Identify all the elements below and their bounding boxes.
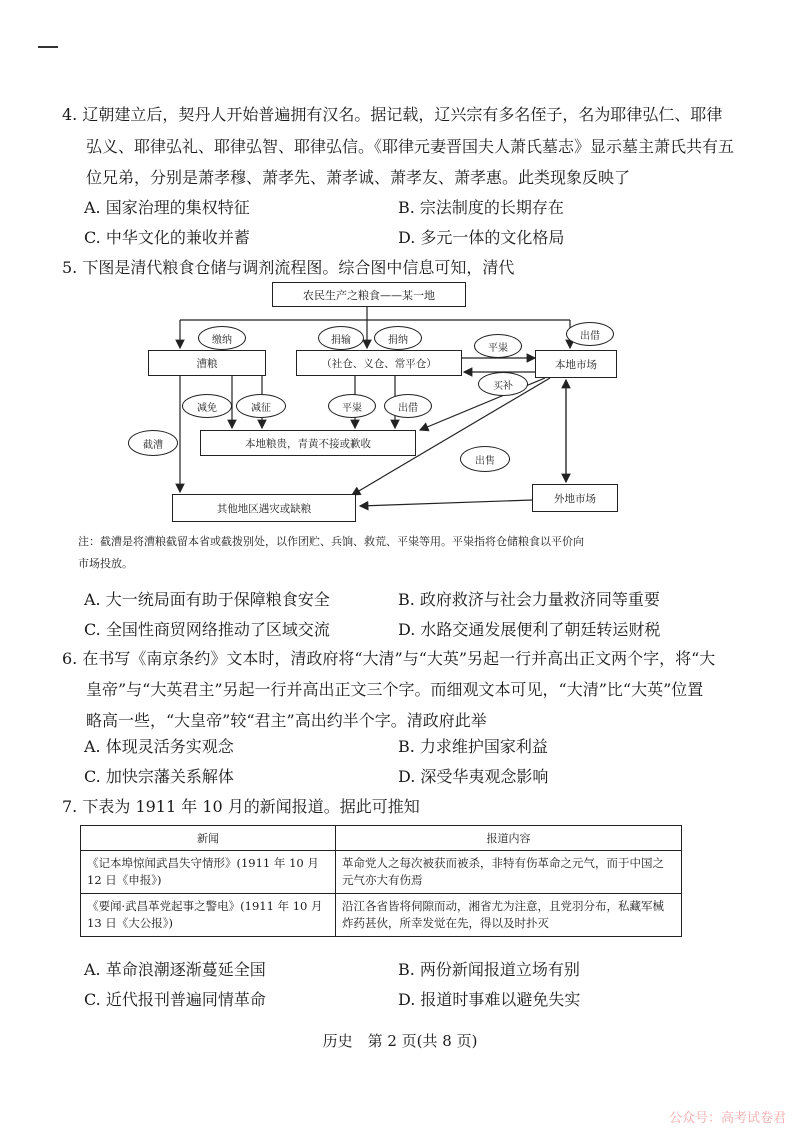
q5-option-c: C. 全国性商贸网络推动了区域交流 (84, 620, 330, 639)
q4-option-c: C. 中华文化的兼收并蓄 (84, 228, 250, 247)
oval-jiaona: 缴纳 (198, 326, 246, 350)
granary-box: （社仓、义仓、常平仓） (296, 350, 462, 376)
table-header-content: 报道内容 (336, 826, 682, 851)
q4-stem-line-2: 弘义、耶律弘礼、耶律弘智、耶律弘信。《耶律元妻晋国夫人萧氏墓志》显示墓主萧氏共有五 (86, 137, 735, 156)
q6-option-a: A. 体现灵活务实观念 (84, 737, 234, 756)
q5-note-line-1: 注：截漕是将漕粮截留本省或截拨别处，以作团贮、兵饷、救荒、平粜等用。平粜指将仓储粮食以平价向 (78, 535, 584, 548)
table-cell-news: 《要闻·武昌革党起事之警电》(1911 年 10 月 13 日《大公报》) (81, 894, 336, 937)
q5-option-d: D. 水路交通发展便利了朝廷转运财税 (398, 620, 661, 639)
q4-stem-line-1: 4. 辽朝建立后，契丹人开始普遍拥有汉名。据记载，辽兴宗有多名侄子，名为耶律弘仁、耶律 (62, 105, 723, 124)
q5-note-line-2: 市场投放。 (78, 557, 133, 570)
q7-option-a: A. 革命浪潮逐渐蔓延全国 (84, 960, 266, 979)
scan-mark (38, 46, 58, 48)
oval-jianzheng: 减征 (236, 394, 286, 418)
table-header-news: 新闻 (81, 826, 336, 851)
q6-stem-line-1: 6. 在书写《南京条约》文本时，清政府将“大清”与“大英”另起一行并高出正文两个字，将“大 (62, 649, 716, 668)
q6-option-d: D. 深受华夷观念影响 (398, 767, 549, 786)
local-price-box: 本地粮贵，青黄不接或歉收 (200, 430, 416, 456)
oval-jiecao: 截漕 (128, 430, 178, 456)
watermark: 公众号：高考试卷君 (668, 1111, 786, 1126)
q4-option-b: B. 宗法制度的长期存在 (398, 198, 564, 217)
other-region-box: 其他地区遇灾或缺粮 (172, 494, 356, 522)
oval-chushou: 出售 (460, 446, 510, 472)
oval-juanna: 捐纳 (374, 326, 422, 350)
table-row (81, 851, 682, 894)
oval-chujie-top: 出借 (566, 322, 614, 346)
q4-option-d: D. 多元一体的文化格局 (398, 228, 565, 247)
q7-option-d: D. 报道时事难以避免失实 (398, 990, 581, 1009)
q5-option-b: B. 政府救济与社会力量救济同等重要 (398, 590, 660, 609)
q4-option-a: A. 国家治理的集权特征 (84, 198, 250, 217)
q6-stem-line-2: 皇帝”与“大英君主”另起一行并高出正文三个字。而细观文本可见，“大清”比“大英”位置 (86, 680, 704, 699)
oval-jianmian: 减免 (182, 394, 232, 418)
oval-chujie-mid: 出借 (384, 394, 432, 418)
q6-option-b: B. 力求维护国家利益 (398, 737, 548, 756)
page-footer: 历史 第 2 页(共 8 页) (322, 1032, 478, 1050)
table-row (81, 894, 682, 937)
table-cell-content: 沿江各省皆将伺隙而动，湘省尤为注意，且党羽分布，私藏军械炸药甚伙，所幸发觉在先，得以及时扑灭 (336, 894, 682, 937)
q5-stem: 5. 下图是清代粮食仓储与调剂流程图。综合图中信息可知，清代 (62, 258, 515, 277)
oval-pingtiao-top: 平粜 (474, 334, 522, 358)
q7-option-c: C. 近代报刊普遍同情革命 (84, 990, 266, 1009)
table-cell-content: 革命党人之每次被获而被杀，非特有伤革命之元气，而于中国之元气亦大有伤焉 (336, 851, 682, 894)
q4-stem-line-3: 位兄弟，分别是萧孝穆、萧孝先、萧孝诚、萧孝友、萧孝惠。此类现象反映了 (86, 168, 631, 187)
q6-stem-line-3: 略高一些，“大皇帝”较“君主”高出约半个字。清政府此举 (86, 711, 487, 730)
table-header-row (81, 826, 682, 851)
q5-option-a: A. 大一统局面有助于保障粮食安全 (84, 590, 330, 609)
local-market-box: 本地市场 (535, 350, 617, 378)
oval-maibu: 买补 (478, 372, 528, 396)
news-table (80, 825, 682, 937)
table-cell-news: 《记本埠惊闻武昌失守情形》(1911 年 10 月 12 日《申报》) (81, 851, 336, 894)
producer-box: 农民生产之粮食——某一地 (272, 282, 466, 307)
oval-pingtiao-mid: 平粜 (328, 394, 376, 418)
caoliang-box: 漕粮 (148, 350, 266, 376)
outside-market-box: 外地市场 (532, 484, 618, 512)
oval-juanshu: 捐输 (318, 326, 364, 350)
q7-stem: 7. 下表为 1911 年 10 月的新闻报道。据此可推知 (62, 797, 420, 816)
q6-option-c: C. 加快宗藩关系解体 (84, 767, 234, 786)
q7-option-b: B. 两份新闻报道立场有别 (398, 960, 580, 979)
